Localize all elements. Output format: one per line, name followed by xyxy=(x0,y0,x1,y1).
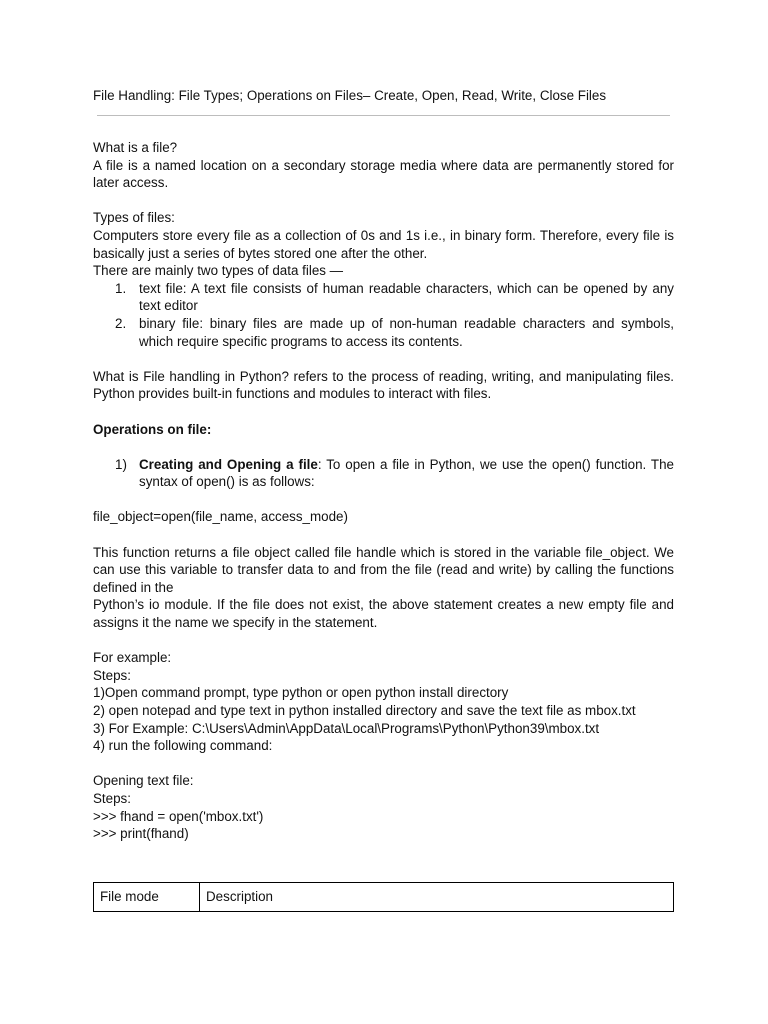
list-item-bold-title: Creating and Opening a file xyxy=(139,456,318,472)
operations-list xyxy=(93,456,674,491)
example-step: 1)Open command prompt, type python or open python install directory xyxy=(93,685,509,701)
list-item-text: : To open a file in Python, we use the open() function. The syntax of open() is as follows: xyxy=(139,456,674,490)
operations-heading: Operations on file: xyxy=(93,421,212,437)
table-header-row xyxy=(94,883,674,912)
list-item xyxy=(93,456,674,491)
header-divider xyxy=(97,115,670,116)
opening-heading: Opening text file: xyxy=(93,773,194,789)
document-body xyxy=(93,139,674,843)
file-heading: What is a file? xyxy=(93,140,178,155)
file-handle-paragraph: This function returns a file object called file handle which is stored in the variable file_object. We can use this variable to transfer data to and from the file (read and write) by calling the functions defined in the xyxy=(93,544,674,595)
example-step: 2) open notepad and type text in python installed directory and save the text file as mbox.txt xyxy=(93,703,636,718)
example-step: 4) run the following command: xyxy=(93,738,273,754)
file-definition: A file is a named location on a secondary storage media where data are permanently stored for later access. xyxy=(93,157,674,191)
code-line: >>> print(fhand) xyxy=(93,826,189,842)
example-steps-label: Steps: xyxy=(93,667,131,683)
document-header-title: File Handling: File Types; Operations on Files– Create, Open, Read, Write, Close Files xyxy=(93,88,607,103)
code-line: >>> fhand = open('mbox.txt') xyxy=(93,808,264,824)
table-header-description: Description xyxy=(200,883,674,912)
file-handling-paragraph: What is File handling in Python? refers to the process of reading, writing, and manipulating files. Python provides built-in functions and modules to interact with files. xyxy=(93,368,674,402)
list-item-number: 1) xyxy=(115,456,127,472)
open-syntax: file_object=open(file_name, access_mode) xyxy=(93,509,348,525)
file-types-list xyxy=(93,280,674,350)
list-item xyxy=(93,315,674,350)
opening-steps-label: Steps: xyxy=(93,790,131,806)
file-mode-table xyxy=(93,882,674,912)
list-item-number: 2. xyxy=(115,315,127,331)
types-heading: Types of files: xyxy=(93,210,175,226)
types-description: Computers store every file as a collection of 0s and 1s i.e., in binary form. Therefore, every file is basically just a series of bytes stored one after the other. xyxy=(93,227,674,261)
list-item-number: 1. xyxy=(115,280,127,296)
list-item xyxy=(93,280,674,315)
list-item-text: text file: A text file consists of human readable characters, which can be opened by any text editor xyxy=(139,280,674,314)
types-intro: There are mainly two types of data files — xyxy=(93,263,344,279)
io-module-paragraph: Python’s io module. If the file does not exist, the above statement creates a new empty file and assigns it the name we specify in the statement. xyxy=(93,597,674,631)
example-step: 3) For Example: C:\Users\Admin\AppData\Local\Programs\Python\Python39\mbox.txt xyxy=(93,720,600,736)
example-heading: For example: xyxy=(93,650,172,666)
table-header-file-mode: File mode xyxy=(94,883,200,912)
list-item-text: binary file: binary files are made up of non-human readable characters and symbols, which require specific programs to access its contents. xyxy=(139,315,674,349)
